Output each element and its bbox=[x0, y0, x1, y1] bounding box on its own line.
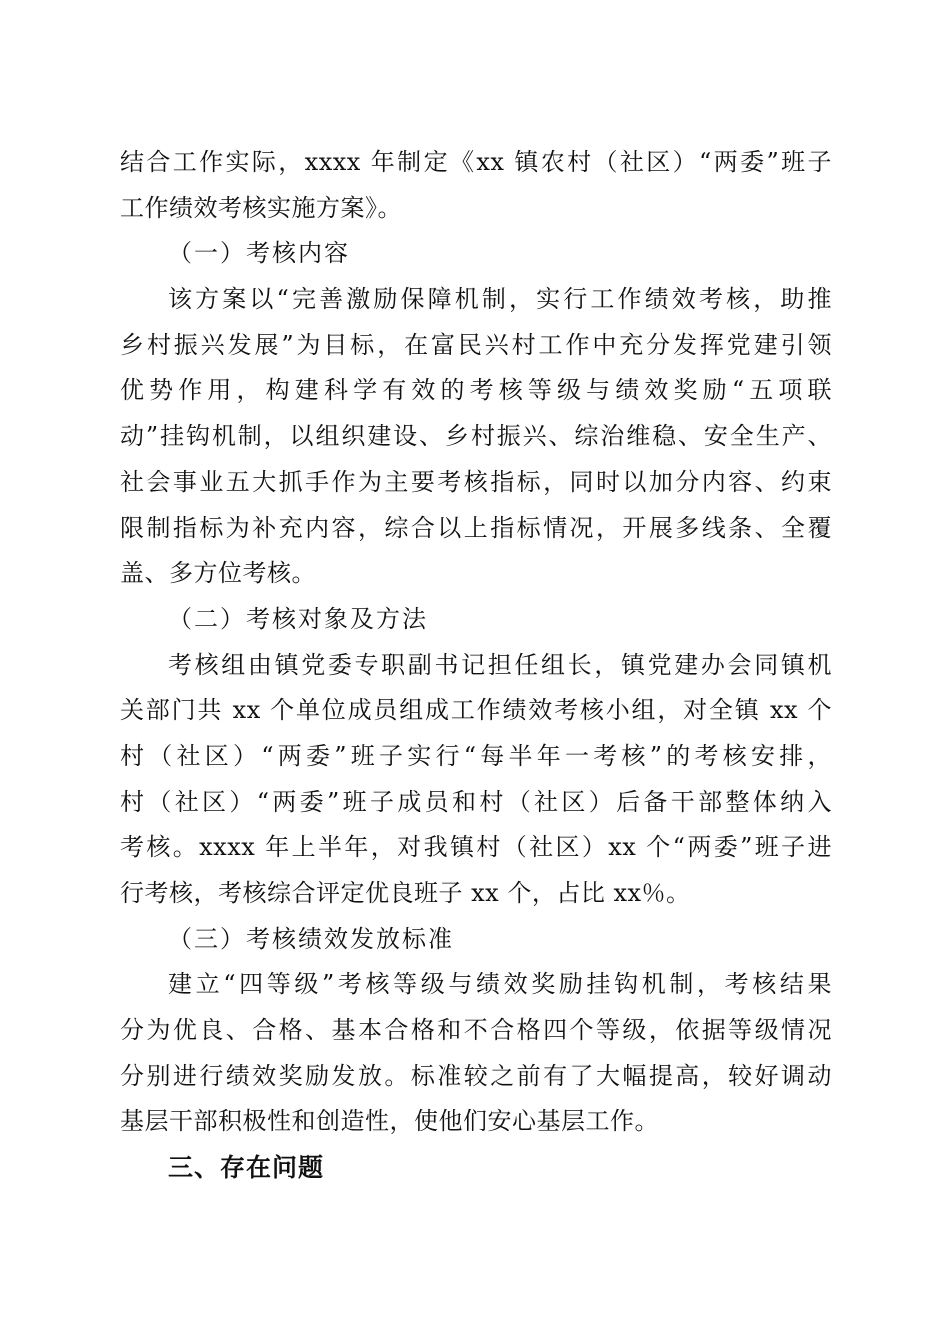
paragraph-line: 关部门共 xx 个单位成员组成工作绩效考核小组，对全镇 xx 个 bbox=[120, 696, 832, 725]
paragraph-line: 该方案以“完善激励保障机制，实行工作绩效考核，助推 bbox=[168, 285, 832, 314]
paragraph-line: 盖、多方位考核。 bbox=[120, 559, 316, 588]
section-heading-standard: （三）考核绩效发放标准 bbox=[168, 924, 454, 953]
major-heading-problems: 三、存在问题 bbox=[168, 1153, 325, 1183]
paragraph-line: 考核。xxxx 年上半年，对我镇村（社区）xx 个“两委”班子进 bbox=[120, 833, 832, 862]
paragraph-line: 优势作用，构建科学有效的考核等级与绩效奖励“五项联 bbox=[120, 376, 832, 405]
paragraph-line: 基层干部积极性和创造性，使他们安心基层工作。 bbox=[120, 1107, 659, 1136]
paragraph-line: 限制指标为补充内容，综合以上指标情况，开展多线条、全覆 bbox=[120, 513, 832, 542]
paragraph-line: 工作绩效考核实施方案》。 bbox=[120, 193, 402, 222]
paragraph-line: 结合工作实际，xxxx 年制定《xx 镇农村（社区）“两委”班子 bbox=[120, 148, 832, 176]
section-heading-content: （一）考核内容 bbox=[168, 239, 350, 268]
paragraph-line: 动”挂钩机制，以组织建设、乡村振兴、综治维稳、安全生产、 bbox=[120, 422, 832, 451]
paragraph-line: 分为优良、合格、基本合格和不合格四个等级，依据等级情况 bbox=[120, 1016, 832, 1045]
paragraph-line: 村（社区）“两委”班子成员和村（社区）后备干部整体纳入 bbox=[120, 787, 832, 816]
document-body bbox=[120, 140, 832, 1191]
paragraph-line: 考核组由镇党委专职副书记担任组长，镇党建办会同镇机 bbox=[168, 650, 832, 679]
section-heading-method: （二）考核对象及方法 bbox=[168, 604, 428, 633]
paragraph-line: 乡村振兴发展”为目标，在富民兴村工作中充分发挥党建引领 bbox=[120, 330, 832, 359]
paragraph-line: 社会事业五大抓手作为主要考核指标，同时以加分内容、约束 bbox=[120, 467, 832, 496]
paragraph-line: 建立“四等级”考核等级与绩效奖励挂钩机制，考核结果 bbox=[168, 970, 832, 999]
paragraph-line: 行考核，考核综合评定优良班子 xx 个，占比 xx％。 bbox=[120, 879, 691, 907]
paragraph-line: 村（社区）“两委”班子实行“每半年一考核”的考核安排， bbox=[120, 741, 832, 770]
paragraph-line: 分别进行绩效奖励发放。标准较之前有了大幅提高，较好调动 bbox=[120, 1061, 832, 1090]
